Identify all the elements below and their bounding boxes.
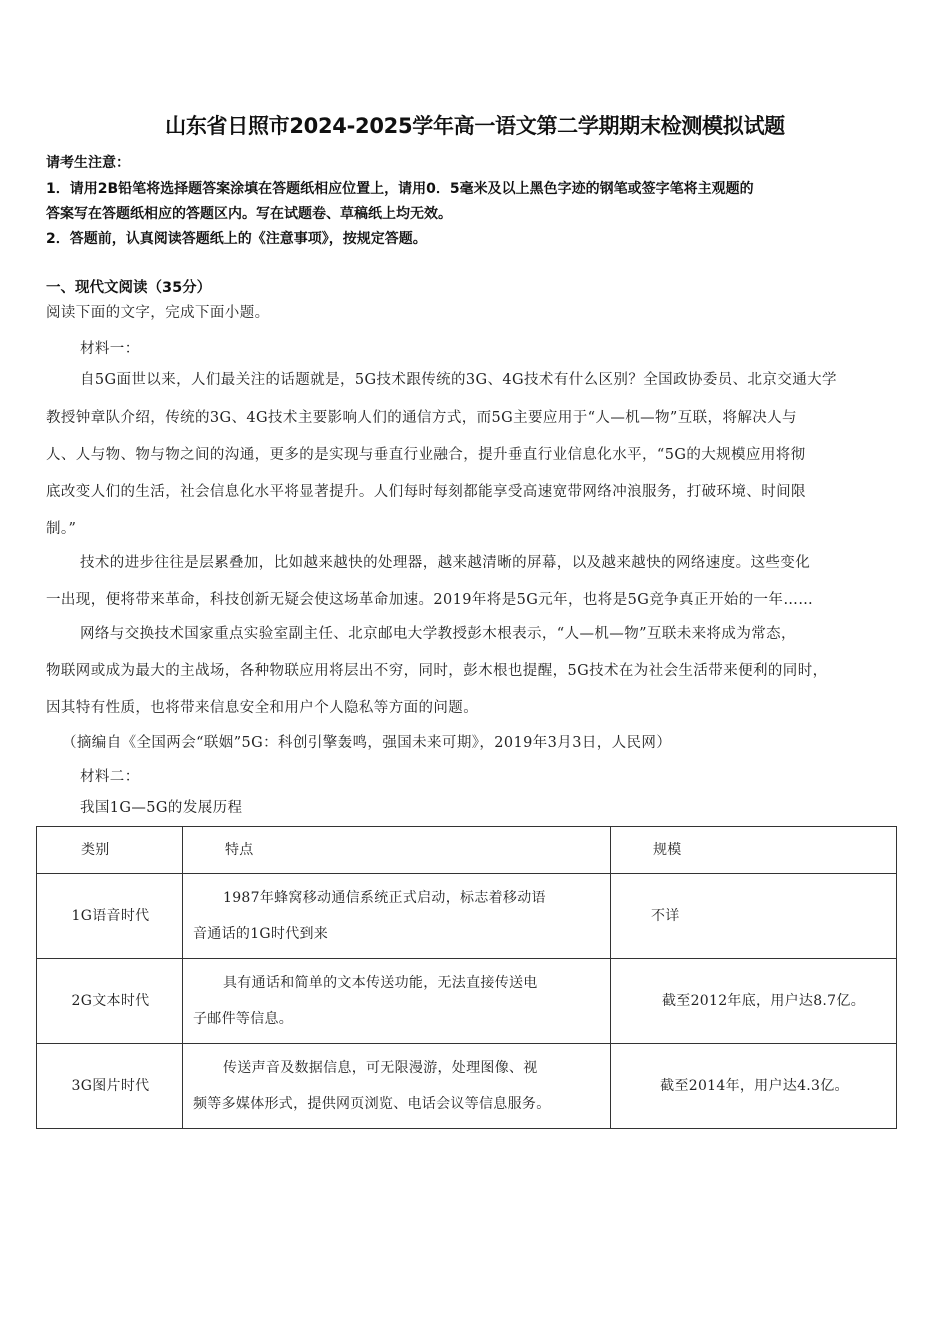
cell-feature: 传送声音及数据信息，可无限漫游，处理图像、视 频等多媒体形式，提供网页浏览、电话会议等信息服务。 <box>183 1044 611 1129</box>
material1-label: 材料一： <box>80 341 140 357</box>
source-citation: （摘编自《全国两会“联姻”5G：科创引擎轰鸣，强国未来可期》，2019年3月3日，人民网） <box>62 735 672 751</box>
paragraph-line: 人、人与物、物与物之间的沟通，更多的是实现与垂直行业融合，提升垂直行业信息化水平，“5G的大规模应用将彻 <box>46 447 806 463</box>
document-title: 山东省日照市2024-2025学年高一语文第二学期期末检测模拟试题 <box>165 114 785 138</box>
table-row <box>37 959 897 1044</box>
table-caption: 我国1G—5G的发展历程 <box>80 800 243 816</box>
paragraph-line: 网络与交换技术国家重点实验室副主任、北京邮电大学教授彭木根表示，“人—机—物”互联未来将成为常态， <box>80 626 796 642</box>
cell-scale: 截至2014年，用户达4.3亿。 <box>611 1044 897 1129</box>
table-row <box>37 1044 897 1129</box>
header-feature: 特点 <box>183 827 611 874</box>
notice-heading: 请考生注意： <box>46 155 130 171</box>
table-header-row <box>37 827 897 874</box>
paragraph-line: 制。” <box>46 521 77 537</box>
development-table <box>36 826 897 1129</box>
header-scale: 规模 <box>611 827 897 874</box>
cell-category: 1G语音时代 <box>37 874 183 959</box>
cell-feature: 1987年蜂窝移动通信系统正式启动，标志着移动语 音通话的1G时代到来 <box>183 874 611 959</box>
paragraph-line: 物联网或成为最大的主战场，各种物联应用将层出不穷，同时，彭木根也提醒，5G技术在为社会生活带来便利的同时， <box>46 663 828 679</box>
cell-category: 3G图片时代 <box>37 1044 183 1129</box>
table-row <box>37 874 897 959</box>
notice-line: 1．请用2B铅笔将选择题答案涂填在答题纸相应位置上，请用0．5毫米及以上黑色字迹的钢笔或签字笔将主观题的 <box>46 181 754 197</box>
cell-scale: 不详 <box>611 874 897 959</box>
notice-line: 2．答题前，认真阅读答题纸上的《注意事项》，按规定答题。 <box>46 231 427 247</box>
cell-feature: 具有通话和简单的文本传送功能，无法直接传送电 子邮件等信息。 <box>183 959 611 1044</box>
material2-label: 材料二： <box>80 769 140 785</box>
paragraph-line: 一出现，便将带来革命，科技创新无疑会使这场革命加速。2019年将是5G元年，也将是5G竞争真正开始的一年…… <box>46 592 814 608</box>
notice-line: 答案写在答题纸相应的答题区内。写在试题卷、草稿纸上均无效。 <box>46 206 452 222</box>
section-heading: 一、现代文阅读（35分） <box>46 280 212 296</box>
cell-scale: 截至2012年底，用户达8.7亿。 <box>611 959 897 1044</box>
paragraph-line: 底改变人们的生活，社会信息化水平将显著提升。人们每时每刻都能享受高速宽带网络冲浪服务，打破环境、时间限 <box>46 484 806 500</box>
paragraph-line: 技术的进步往往是层累叠加，比如越来越快的处理器，越来越清晰的屏幕，以及越来越快的网络速度。这些变化 <box>80 555 811 571</box>
paragraph-line: 因其特有性质，也将带来信息安全和用户个人隐私等方面的问题。 <box>46 700 479 716</box>
header-category: 类别 <box>37 827 183 874</box>
instruction-text: 阅读下面的文字，完成下面小题。 <box>46 305 270 321</box>
cell-category: 2G文本时代 <box>37 959 183 1044</box>
paragraph-line: 教授钟章队介绍，传统的3G、4G技术主要影响人们的通信方式，而5G主要应用于“人—机—物”互联，将解决人与 <box>46 410 797 426</box>
paragraph-line: 自5G面世以来，人们最关注的话题就是，5G技术跟传统的3G、4G技术有什么区别？全国政协委员、北京交通大学 <box>80 372 837 388</box>
